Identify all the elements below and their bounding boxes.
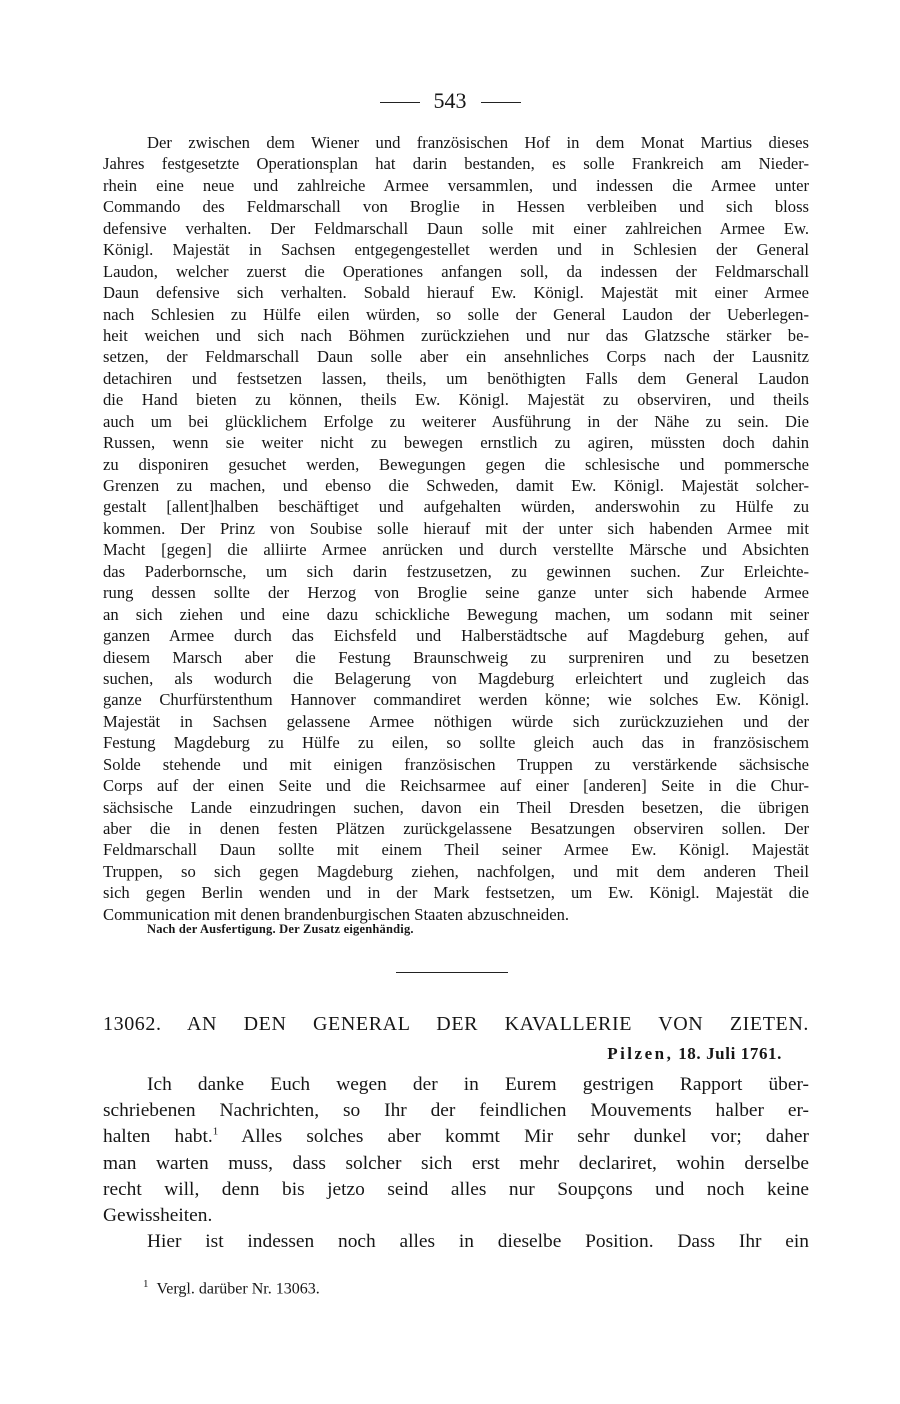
document-line: heit weichen und sich nach Böhmen zurückziehen und nur das Glatzsche stärker be- bbox=[103, 325, 809, 345]
page-number-dash-left bbox=[380, 102, 420, 103]
section-divider bbox=[396, 972, 508, 973]
footnote bbox=[143, 1278, 320, 1298]
letter-line: recht will, denn bis jetzo seind alles nur Soupçons und noch keine bbox=[103, 1178, 809, 1200]
document-line: das Paderbornsche, um sich darin festzusetzen, zu gewinnen suchen. Zur Erleichte- bbox=[103, 561, 809, 581]
document-line: Macht [gegen] die alliirte Armee anrücken und durch verstellte Märsche und Absichten bbox=[103, 540, 809, 560]
document-line: detachiren und festsetzen lassen, theils, um benöthigten Falls dem General Laudon bbox=[103, 368, 809, 388]
page-number-line bbox=[0, 88, 900, 114]
source-note: Nach der Ausfertigung. Der Zusatz eigenhändig. bbox=[147, 922, 414, 936]
document-line: Majestät in Sachsen gelassene Armee nöthigen würde sich zurückzuziehen und der bbox=[103, 711, 809, 731]
letter-title: AN DEN GENERAL DER KAVALLERIE VON ZIETEN. bbox=[187, 1013, 810, 1035]
document-line: Jahres festgesetzte Operationsplan hat darin bestanden, es solle Frankreich am Nieder- bbox=[103, 154, 809, 174]
letter-heading bbox=[103, 1013, 809, 1036]
letter-line: schriebenen Nachrichten, so Ihr der feindlichen Mouvements halber er- bbox=[103, 1100, 809, 1122]
footnote-reference[interactable]: 1 bbox=[212, 1125, 219, 1138]
document-line: Königl. Majestät in Sachsen entgegengestellet werden und in Schlesien der General bbox=[103, 240, 809, 260]
letter-date: 18. Juli 1761. bbox=[678, 1044, 782, 1063]
letter-line bbox=[103, 1124, 809, 1150]
document-line: Festung Magdeburg zu Hülfe zu eilen, so sollte gleich auch das in französischem bbox=[103, 733, 809, 753]
letter-number: 13062. bbox=[103, 1013, 162, 1035]
document-line: Corps auf der einen Seite und die Reichsarmee auf einer [anderen] Seite in die Chur- bbox=[103, 776, 809, 796]
document-line: rung dessen sollte der Herzog von Broglie seine ganze unter sich habende Armee bbox=[103, 583, 809, 603]
footnote-mark: 1 bbox=[143, 1278, 149, 1290]
letter-line: Gewissheiten. bbox=[103, 1204, 213, 1226]
document-line: Communication mit denen brandenburgischen Staaten abzuschneiden. bbox=[103, 904, 570, 924]
document-line: kommen. Der Prinz von Soubise solle hierauf mit der unter sich habenden Armee mit bbox=[103, 518, 809, 538]
document-line: zu disponiren gesuchet werden, Bewegungen gegen die schlesische und pommersche bbox=[103, 454, 809, 474]
letter-line: Hier ist indessen noch alles in dieselbe Position. Dass Ihr ein bbox=[147, 1231, 809, 1253]
page-number: 543 bbox=[433, 88, 467, 113]
document-line: suchen, als wodurch die Belagerung von Magdeburg erleichtert und zugleich das bbox=[103, 668, 809, 688]
document-line: Commando des Feldmarschall von Broglie in Hessen verbleiben und sich bloss bbox=[103, 197, 809, 217]
document-line: ganzen Armee durch das Eichsfeld und Halberstädtsche auf Magdeburg gehen, auf bbox=[103, 626, 809, 646]
document-line: Russen, wenn sie weiter nicht zu bewegen ernstlich zu agiren, müssten doch dahin bbox=[103, 433, 809, 453]
document-line: gestalt [allent]halben beschäftiget und aufgehalten würden, anderswohin zu Hülfe zu bbox=[103, 497, 809, 517]
document-line: Feldmarschall Daun sollte mit einem Theil seiner Armee Ew. Königl. Majestät bbox=[103, 840, 809, 860]
document-line: ganze Churfürstenthum Hannover commandiret werden könne; wie solches Ew. Königl. bbox=[103, 690, 809, 710]
letter-place: Pilzen, bbox=[607, 1044, 674, 1063]
document-line: sächsische Lande einzudringen suchen, davon ein Theil Dresden besetzen, die übrigen bbox=[103, 797, 809, 817]
document-line: Truppen, so sich gegen Magdeburg ziehen, nachfolgen, und mit dem anderen Theil bbox=[103, 861, 809, 881]
letter-line: Ich danke Euch wegen der in Eurem gestrigen Rapport über- bbox=[147, 1074, 809, 1095]
letter-line-segment: halten habt. bbox=[103, 1126, 213, 1148]
letter-line-segment: Alles solches aber kommt Mir sehr dunkel vor; daher bbox=[241, 1126, 809, 1148]
letter-body bbox=[103, 1072, 809, 1255]
document-line: auch um bei glücklichem Erfolge zu weiterer Ausführung in der Nähe zu sein. Die bbox=[103, 411, 809, 431]
document-line: Solde stehende und mit einigen französischen Truppen zu verstärkende sächsische bbox=[103, 754, 809, 774]
document-line: Der zwischen dem Wiener und französischen Hof in dem Monat Martius dieses bbox=[147, 133, 809, 152]
dateline bbox=[607, 1044, 782, 1064]
document-line: setzen, der Feldmarschall Daun solle aber ein ansehnliches Corps nach der Lausnitz bbox=[103, 347, 809, 367]
document-line: Laudon, welcher zuerst die Operationes anfangen soll, da indessen der Feldmarschall bbox=[103, 261, 809, 281]
page-number-dash-right bbox=[481, 102, 521, 103]
document-line: diesem Marsch aber die Festung Braunschweig zu surpreniren und zu besetzen bbox=[103, 647, 809, 667]
document-line: sich gegen Berlin wenden und in der Mark festsetzen, um Ew. Königl. Majestät die bbox=[103, 883, 809, 903]
document-line: die Hand bieten zu können, theils Ew. Königl. Majestät zu observiren, und theils bbox=[103, 390, 809, 410]
document-line: nach Schlesien zu Hülfe eilen würden, so solle der General Laudon der Ueberlegen- bbox=[103, 304, 809, 324]
document-line: rhein eine neue und zahlreiche Armee versammlen, und indessen die Armee unter bbox=[103, 175, 809, 195]
letter-line: man warten muss, dass solcher sich erst mehr declariret, wohin derselbe bbox=[103, 1152, 809, 1174]
footnote-text: Vergl. darüber Nr. 13063. bbox=[156, 1280, 320, 1298]
document-line: Daun defensive sich verhalten. Sobald hierauf Ew. Königl. Majestät mit einer Armee bbox=[103, 283, 809, 303]
document-line: defensive verhalten. Der Feldmarschall Daun solle mit einer zahlreichen Armee Ew. bbox=[103, 218, 809, 238]
document-line: an sich ziehen und eine dazu schickliche Bewegung machen, um sodann mit seiner bbox=[103, 604, 809, 624]
document-line: aber die in denen festen Plätzen zurückgelassene Besatzungen observiren sollen. Der bbox=[103, 819, 809, 838]
document-line: Grenzen zu machen, und ebenso die Schweden, damit Ew. Königl. Majestät solcher- bbox=[103, 476, 809, 495]
document-text-block bbox=[103, 132, 809, 925]
